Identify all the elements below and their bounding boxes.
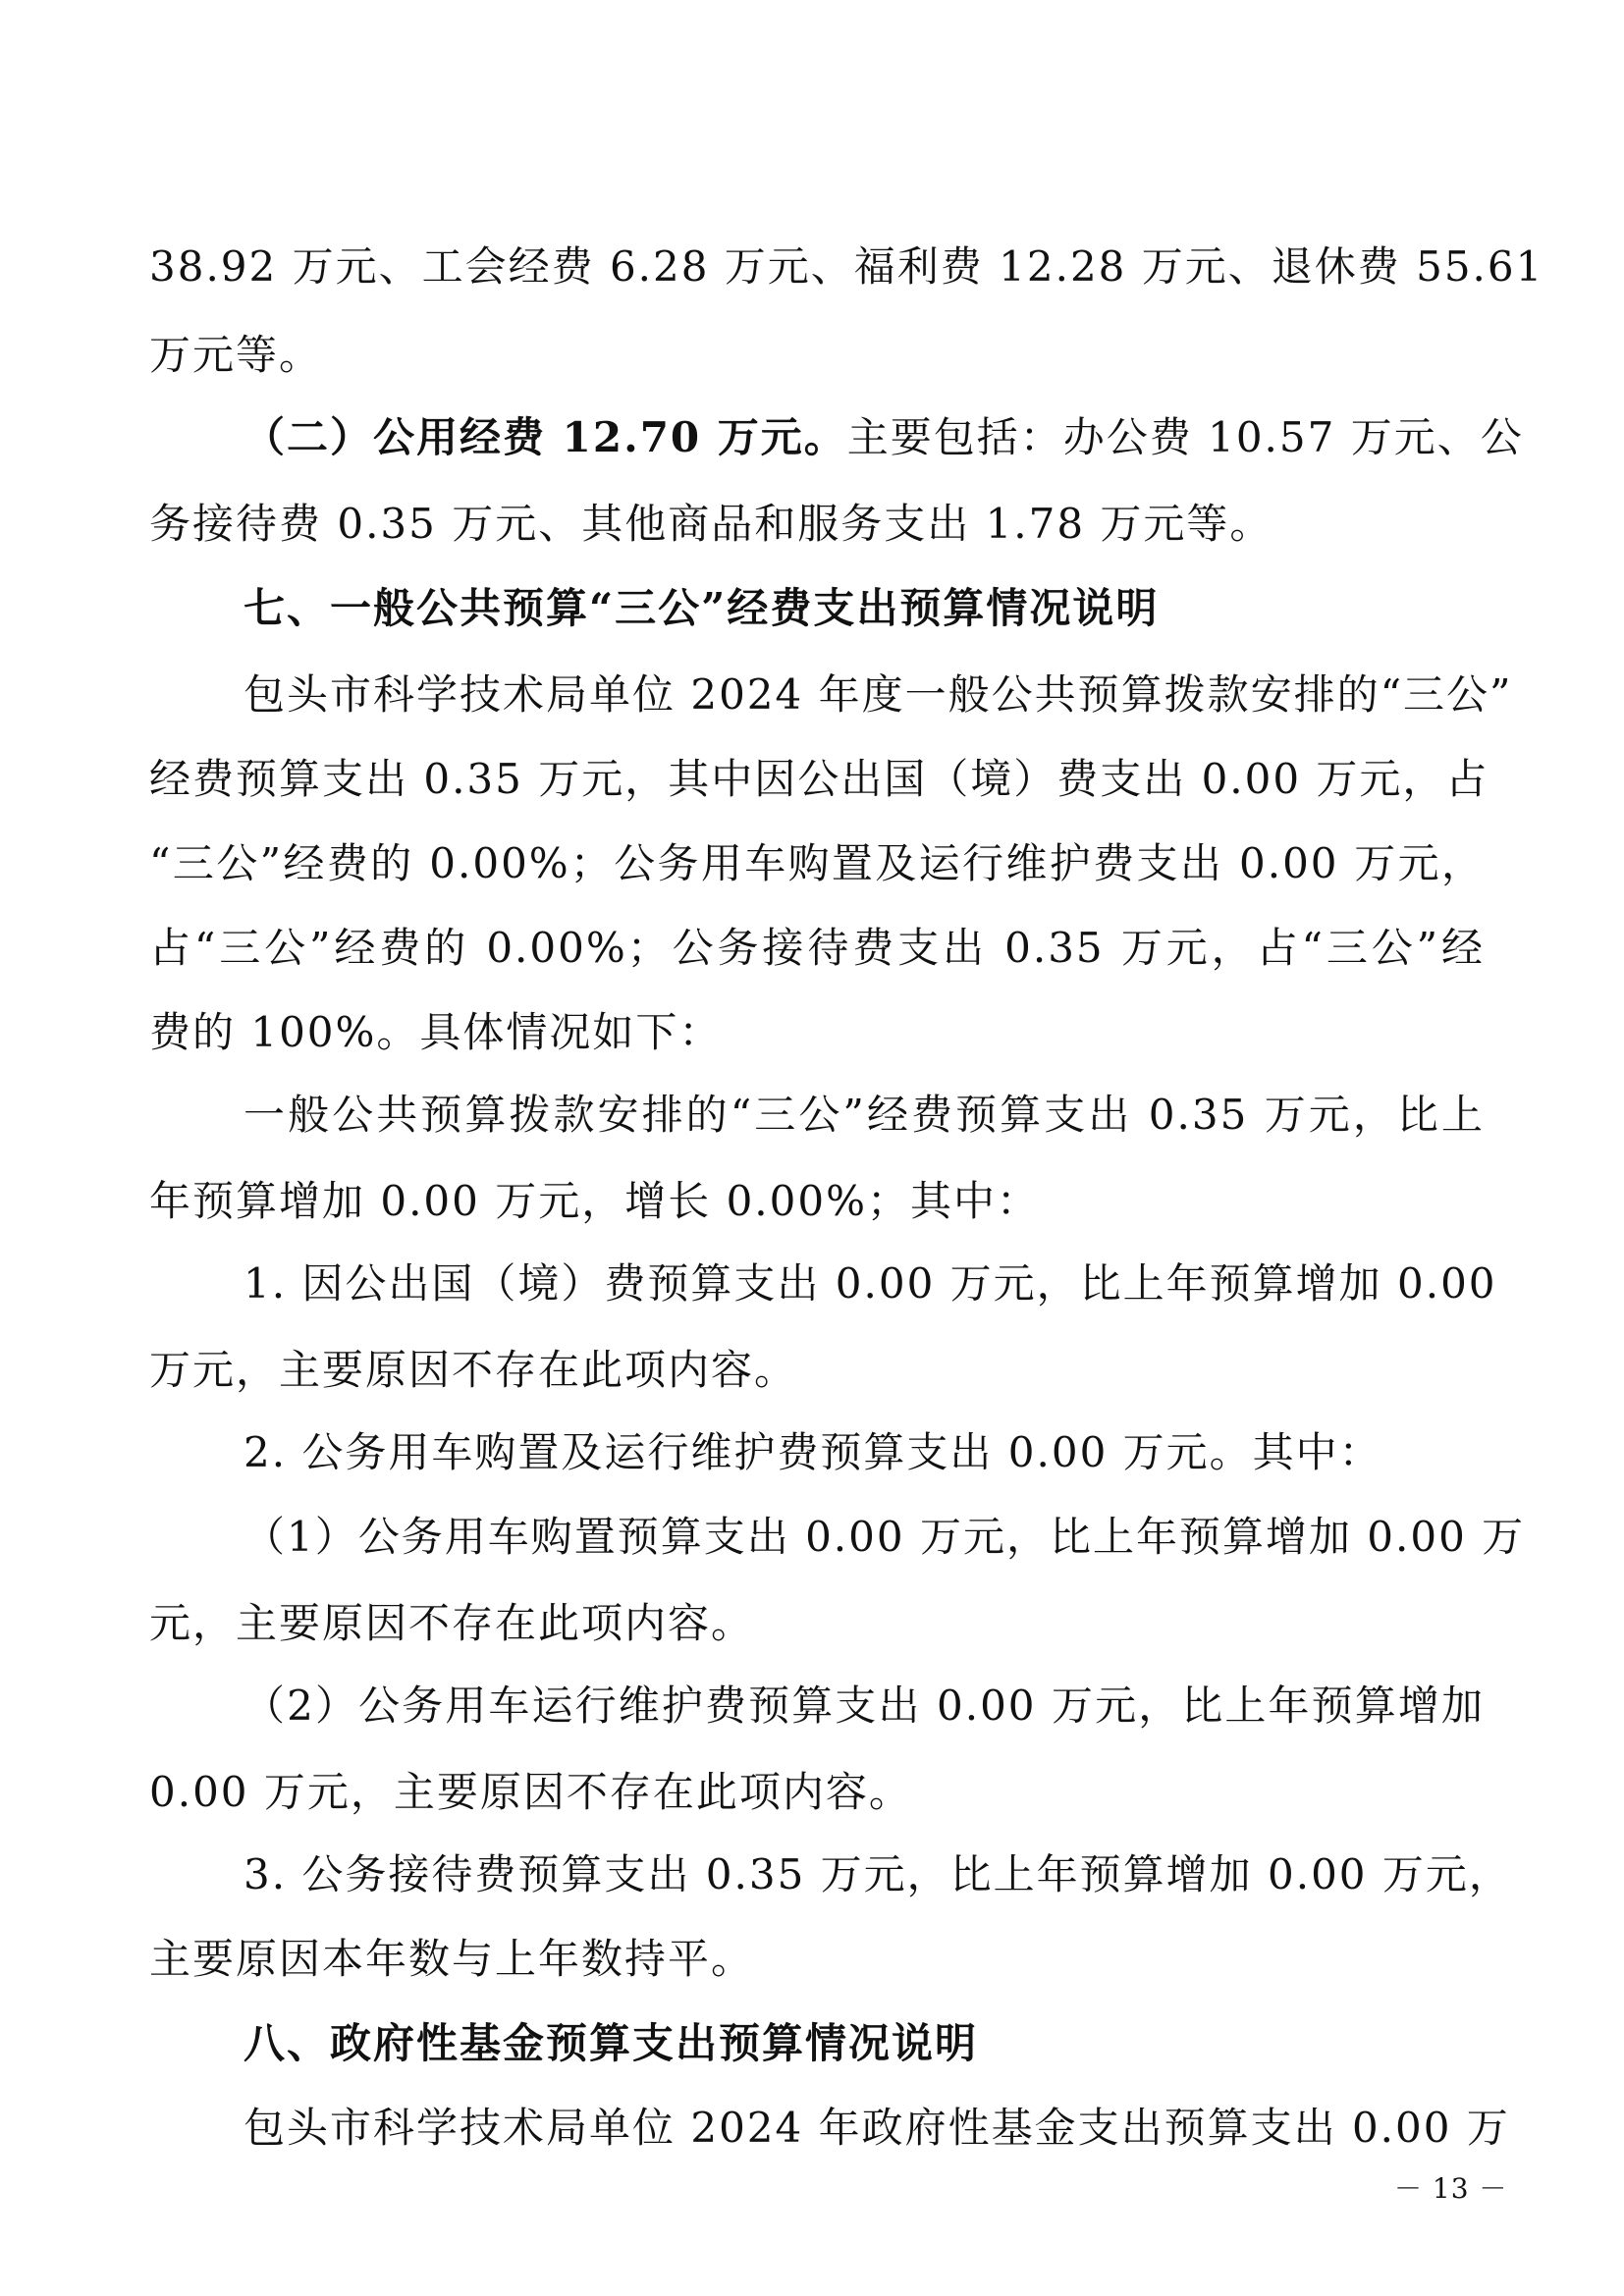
body-text-line: 0.00 万元，主要原因不存在此项内容。 (149, 1768, 912, 1816)
body-text-line: 1. 因公出国（境）费预算支出 0.00 万元，比上年预算增加 0.00 (244, 1259, 1497, 1308)
body-text-line: 2. 公务用车购置及运行维护费预算支出 0.00 万元。其中： (244, 1428, 1382, 1476)
section-heading-eight: 八、政府性基金预算支出预算情况说明 (244, 2019, 979, 2067)
body-text-line: 包头市科学技术局单位 2024 年政府性基金支出预算支出 0.00 万 (244, 2104, 1510, 2152)
body-text-line: 3. 公务接待费预算支出 0.35 万元，比上年预算增加 0.00 万元， (244, 1850, 1512, 1898)
body-text-line: 元，主要原因不存在此项内容。 (149, 1599, 755, 1647)
body-text-line: 38.92 万元、工会经费 6.28 万元、福利费 12.28 万元、退休费 55.61 (149, 242, 1544, 291)
body-text-line: 费的 100%。具体情况如下： (149, 1008, 723, 1056)
body-text: 主要包括：办公费 10.57 万元、公 (846, 413, 1524, 461)
body-text-line: 主要原因本年数与上年数持平。 (149, 1935, 755, 1983)
body-text-line: 包头市科学技术局单位 2024 年度一般公共预算拨款安排的“三公” (244, 670, 1513, 719)
body-text-line: “三公”经费的 0.00%；公务用车购置及运行维护费支出 0.00 万元， (149, 839, 1485, 887)
page-number: － 13 － (1394, 2172, 1508, 2205)
body-text-line: （2）公务用车运行维护费预算支出 0.00 万元，比上年预算增加 (244, 1682, 1485, 1730)
body-text-line: 万元等。 (149, 331, 323, 379)
body-text-line: 占“三公”经费的 0.00%；公务接待费支出 0.35 万元，占“三公”经 (149, 924, 1485, 972)
body-text-line: 年预算增加 0.00 万元，增长 0.00%；其中： (149, 1177, 1040, 1225)
section-heading-seven: 七、一般公共预算“三公”经费支出预算情况说明 (244, 584, 1160, 632)
body-text-line: 务接待费 0.35 万元、其他商品和服务支出 1.78 万元等。 (149, 500, 1273, 548)
subsection-heading: （二）公用经费 12.70 万元。 (244, 413, 847, 461)
body-text-line: （1）公务用车购置预算支出 0.00 万元，比上年预算增加 0.00 万 (244, 1513, 1526, 1561)
body-text-line: 经费预算支出 0.35 万元，其中因公出国（境）费支出 0.00 万元，占 (149, 755, 1489, 803)
body-text-line (244, 410, 1524, 465)
body-text-line: 万元，主要原因不存在此项内容。 (149, 1346, 798, 1394)
body-text-line: 一般公共预算拨款安排的“三公”经费预算支出 0.35 万元，比上 (244, 1091, 1485, 1139)
